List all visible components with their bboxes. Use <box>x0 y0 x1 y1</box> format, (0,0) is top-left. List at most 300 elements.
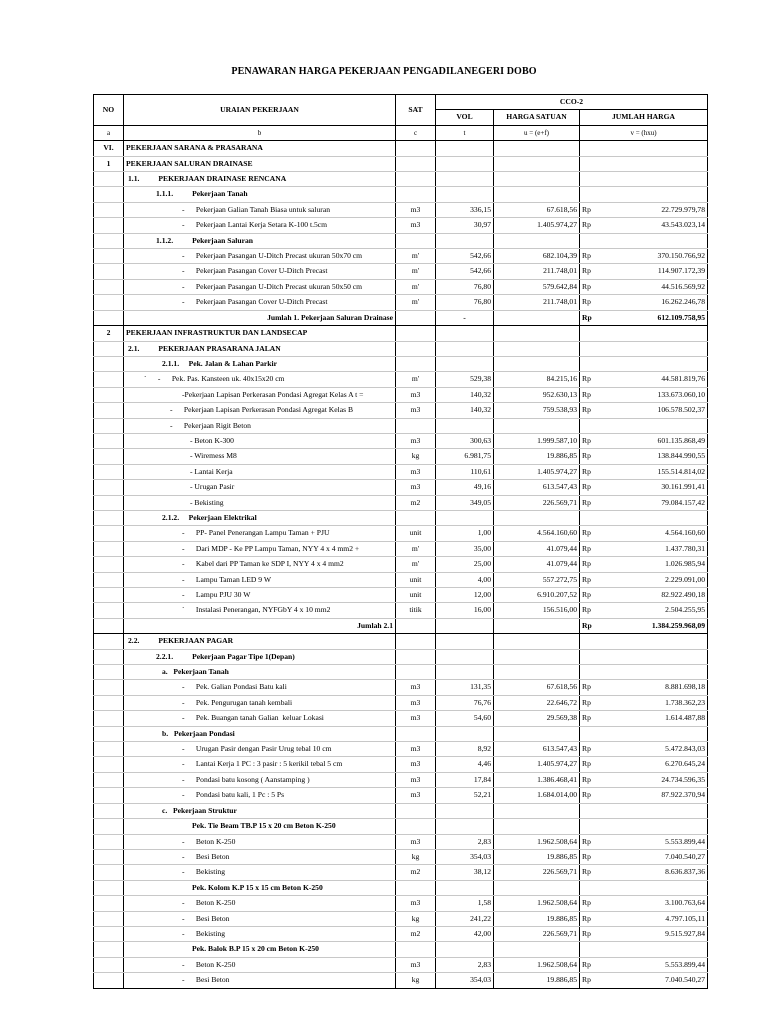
row-total-price <box>602 233 708 248</box>
row-description: Pek. Kolom K.P 15 x 15 cm Beton K-250 <box>124 880 396 895</box>
row-total-price: 1.437.780,31 <box>602 541 708 556</box>
row-volume <box>436 187 494 202</box>
row-volume: 241,22 <box>436 911 494 926</box>
row-unit <box>396 418 436 433</box>
row-volume: 529,38 <box>436 372 494 387</box>
row-unit-price: 1.684.014,00 <box>494 788 580 803</box>
header-cco: CCO-2 <box>436 95 708 110</box>
table-row <box>94 387 708 402</box>
table-row <box>94 233 708 248</box>
row-currency <box>580 880 602 895</box>
table-row <box>94 433 708 448</box>
row-description: Pek. Tie Beam TB.P 15 x 20 cm Beton K-250 <box>124 819 396 834</box>
row-no <box>94 957 124 972</box>
row-unit <box>396 634 436 649</box>
row-unit-price: 19.886,85 <box>494 973 580 988</box>
row-no <box>94 649 124 664</box>
row-total-price: 138.844.990,55 <box>602 449 708 464</box>
row-currency <box>580 726 602 741</box>
row-no <box>94 634 124 649</box>
row-total-price <box>602 141 708 156</box>
row-currency <box>580 141 602 156</box>
row-total-price <box>602 341 708 356</box>
row-unit <box>396 156 436 171</box>
row-unit: m3 <box>396 742 436 757</box>
row-no <box>94 356 124 371</box>
table-row <box>94 588 708 603</box>
row-unit <box>396 665 436 680</box>
row-volume: 336,15 <box>436 202 494 217</box>
table-row <box>94 957 708 972</box>
row-unit-price: 226.569,71 <box>494 865 580 880</box>
row-no <box>94 803 124 818</box>
row-unit-price: 19.886,85 <box>494 449 580 464</box>
row-volume: 140,32 <box>436 387 494 402</box>
row-total-price: 4.564.160,60 <box>602 526 708 541</box>
row-no <box>94 526 124 541</box>
row-unit <box>396 942 436 957</box>
row-no <box>94 249 124 264</box>
row-description: 1.1. PEKERJAAN DRAINASE RENCANA <box>124 172 396 187</box>
row-currency: Rp <box>580 480 602 495</box>
table-header <box>94 95 708 141</box>
header-no: NO <box>94 95 124 126</box>
row-currency <box>580 634 602 649</box>
row-unit <box>396 310 436 325</box>
row-description: b. Pekerjaan Pondasi <box>124 726 396 741</box>
row-unit-price: 557.272,75 <box>494 572 580 587</box>
row-currency <box>580 326 602 341</box>
row-unit: kg <box>396 973 436 988</box>
row-description: 1.1.2. Pekerjaan Saluran <box>124 233 396 248</box>
row-unit-price: 226.569,71 <box>494 926 580 941</box>
row-unit-price: 1.962.508,64 <box>494 957 580 972</box>
document-title: PENAWARAN HARGA PEKERJAAN PENGADILANEGERI DOBO <box>231 66 537 77</box>
row-total-price: 3.100.763,64 <box>602 896 708 911</box>
row-total-price: 155.514.814,02 <box>602 464 708 479</box>
row-volume: 6.981,75 <box>436 449 494 464</box>
row-currency: Rp <box>580 249 602 264</box>
row-unit-price: 1.999.587,10 <box>494 433 580 448</box>
row-volume: 349,05 <box>436 495 494 510</box>
row-total-price <box>602 665 708 680</box>
row-unit-price: 29.569,38 <box>494 711 580 726</box>
row-no <box>94 880 124 895</box>
row-unit: m' <box>396 279 436 294</box>
row-description: - Lampu PJU 30 W <box>124 588 396 603</box>
row-unit-price: 1.386.468,41 <box>494 772 580 787</box>
row-total-price: 6.270.645,24 <box>602 757 708 772</box>
row-no <box>94 433 124 448</box>
table-row <box>94 803 708 818</box>
row-unit-price <box>494 634 580 649</box>
header-letters <box>94 125 708 140</box>
row-unit-price <box>494 341 580 356</box>
row-currency: Rp <box>580 295 602 310</box>
row-no <box>94 172 124 187</box>
row-description: ` Instalasi Penerangan, NYFGbY 4 x 10 mm2 <box>124 603 396 618</box>
table-row <box>94 526 708 541</box>
row-no <box>94 495 124 510</box>
row-unit-price <box>494 310 580 325</box>
row-unit: m' <box>396 557 436 572</box>
row-unit-price: 67.618,56 <box>494 680 580 695</box>
header-jumlah: JUMLAH HARGA <box>580 110 708 125</box>
row-no <box>94 588 124 603</box>
table-row <box>94 418 708 433</box>
row-volume <box>436 418 494 433</box>
row-currency: Rp <box>580 742 602 757</box>
row-volume <box>436 356 494 371</box>
table-row <box>94 572 708 587</box>
row-volume: 542,66 <box>436 249 494 264</box>
row-description: - Pondasi batu kosong ( Aanstamping ) <box>124 772 396 787</box>
row-unit: kg <box>396 911 436 926</box>
row-no <box>94 834 124 849</box>
table-row <box>94 403 708 418</box>
row-no <box>94 310 124 325</box>
row-unit: m3 <box>396 464 436 479</box>
row-currency <box>580 418 602 433</box>
row-description: 2.2.1. Pekerjaan Pagar Tipe 1(Depan) <box>124 649 396 664</box>
row-total-price <box>602 510 708 525</box>
row-unit-price: 613.547,43 <box>494 480 580 495</box>
row-total-price <box>602 942 708 957</box>
row-no <box>94 911 124 926</box>
row-total-price: 9.515.927,84 <box>602 926 708 941</box>
row-total-price: 114.907.172,39 <box>602 264 708 279</box>
row-volume <box>436 156 494 171</box>
row-unit: m3 <box>396 772 436 787</box>
row-unit-price: 156.516,00 <box>494 603 580 618</box>
row-description: -Pekerjaan Lapisan Perkerasan Pondasi Agregat Kelas A t = <box>124 387 396 402</box>
letter-c: c <box>396 125 436 140</box>
row-no: VI. <box>94 141 124 156</box>
row-description: - Pekerjaan Pasangan Cover U-Ditch Precast <box>124 264 396 279</box>
row-currency: Rp <box>580 279 602 294</box>
row-unit <box>396 141 436 156</box>
row-no <box>94 279 124 294</box>
row-volume: 2,83 <box>436 957 494 972</box>
row-description: - Pekerjaan Lapisan Perkerasan Pondasi Agregat Kelas B <box>124 403 396 418</box>
row-total-price: 133.673.060,10 <box>602 387 708 402</box>
table-row <box>94 973 708 988</box>
table-row <box>94 202 708 217</box>
row-total-price: 1.026.985,94 <box>602 557 708 572</box>
row-volume: 52,21 <box>436 788 494 803</box>
row-description: 1.1.1. Pekerjaan Tanah <box>124 187 396 202</box>
row-unit-price <box>494 418 580 433</box>
row-unit: m2 <box>396 495 436 510</box>
row-description: 2.1. PEKERJAAN PRASARANA JALAN <box>124 341 396 356</box>
row-currency: Rp <box>580 711 602 726</box>
row-unit: m3 <box>396 202 436 217</box>
row-description: - Pekerjaan Lantai Kerja Setara K-100 t.5cm <box>124 218 396 233</box>
row-volume: 38,12 <box>436 865 494 880</box>
table-row <box>94 711 708 726</box>
row-description: - Pekerjaan Pasangan U-Ditch Precast ukuran 50x70 cm <box>124 249 396 264</box>
row-volume <box>436 172 494 187</box>
row-description: PEKERJAAN INFRASTRUKTUR DAN LANDSECAP <box>124 326 396 341</box>
row-currency: Rp <box>580 464 602 479</box>
row-unit <box>396 510 436 525</box>
row-unit <box>396 326 436 341</box>
row-currency: Rp <box>580 310 602 325</box>
row-unit-price <box>494 819 580 834</box>
row-description: - Urugan Pasir dengan Pasir Urug tebal 10 cm <box>124 742 396 757</box>
row-description: 2.2. PEKERJAAN PAGAR <box>124 634 396 649</box>
table-row <box>94 480 708 495</box>
row-currency <box>580 187 602 202</box>
row-description: 2.1.2. Pekerjaan Elektrikal <box>124 510 396 525</box>
row-total-price: 7.040.540,27 <box>602 849 708 864</box>
row-unit-price: 4.564.160,60 <box>494 526 580 541</box>
row-description: - Lantai Kerja <box>124 464 396 479</box>
table-row <box>94 187 708 202</box>
row-unit <box>396 172 436 187</box>
row-unit-price <box>494 726 580 741</box>
header-uraian: URAIAN PEKERJAAN <box>124 95 396 126</box>
row-currency <box>580 942 602 957</box>
row-description: - Beton K-250 <box>124 896 396 911</box>
row-unit <box>396 187 436 202</box>
row-no <box>94 187 124 202</box>
table-row <box>94 264 708 279</box>
row-unit-price <box>494 880 580 895</box>
row-unit: m3 <box>396 695 436 710</box>
row-volume: 76,80 <box>436 279 494 294</box>
row-no <box>94 572 124 587</box>
row-unit: m' <box>396 249 436 264</box>
table-row <box>94 896 708 911</box>
row-no <box>94 680 124 695</box>
row-currency: Rp <box>580 603 602 618</box>
row-volume: 12,00 <box>436 588 494 603</box>
table-row <box>94 249 708 264</box>
row-volume <box>436 510 494 525</box>
row-volume: 17,84 <box>436 772 494 787</box>
row-unit-price: 759.538,93 <box>494 403 580 418</box>
row-description: - Besi Beton <box>124 973 396 988</box>
row-currency: Rp <box>580 865 602 880</box>
row-unit-price: 1.405.974,27 <box>494 757 580 772</box>
row-volume <box>436 803 494 818</box>
row-currency <box>580 172 602 187</box>
row-total-price <box>602 819 708 834</box>
row-unit: unit <box>396 588 436 603</box>
letter-a: a <box>94 125 124 140</box>
letter-t: t <box>436 125 494 140</box>
row-unit: titik <box>396 603 436 618</box>
row-no <box>94 726 124 741</box>
table-row <box>94 464 708 479</box>
row-no <box>94 757 124 772</box>
row-currency <box>580 510 602 525</box>
row-unit: m3 <box>396 218 436 233</box>
row-volume: 76,76 <box>436 695 494 710</box>
row-volume: 4,46 <box>436 757 494 772</box>
row-unit <box>396 803 436 818</box>
row-currency <box>580 665 602 680</box>
row-description: - Pek. Pengurugan tanah kembali <box>124 695 396 710</box>
row-total-price: 44.581.819,76 <box>602 372 708 387</box>
row-no <box>94 695 124 710</box>
row-total-price: 43.543.023,14 <box>602 218 708 233</box>
row-currency <box>580 156 602 171</box>
row-no <box>94 341 124 356</box>
row-description: a. Pekerjaan Tanah <box>124 665 396 680</box>
table-row <box>94 341 708 356</box>
table-row <box>94 495 708 510</box>
row-total-price <box>602 356 708 371</box>
row-unit: m3 <box>396 480 436 495</box>
row-no <box>94 603 124 618</box>
price-table <box>93 94 708 989</box>
row-description: - Bekisting <box>124 495 396 510</box>
table-row <box>94 865 708 880</box>
row-currency <box>580 233 602 248</box>
row-unit-price <box>494 942 580 957</box>
row-total-price <box>602 156 708 171</box>
row-description: Jumlah 2.1 <box>124 618 396 633</box>
row-no <box>94 865 124 880</box>
row-currency: Rp <box>580 572 602 587</box>
row-total-price <box>602 649 708 664</box>
row-description: - Bekisting <box>124 926 396 941</box>
row-volume <box>436 341 494 356</box>
row-unit <box>396 618 436 633</box>
letter-v: v = (hxu) <box>580 125 708 140</box>
row-total-price: 8.636.837,36 <box>602 865 708 880</box>
table-row <box>94 680 708 695</box>
row-currency: Rp <box>580 618 602 633</box>
row-volume <box>436 726 494 741</box>
row-description: - Pek. Buangan tanah Galian keluar Lokasi <box>124 711 396 726</box>
row-unit: unit <box>396 572 436 587</box>
row-no <box>94 926 124 941</box>
row-unit: m2 <box>396 865 436 880</box>
row-no <box>94 557 124 572</box>
row-currency <box>580 341 602 356</box>
row-volume <box>436 233 494 248</box>
row-volume <box>436 618 494 633</box>
row-volume: 25,00 <box>436 557 494 572</box>
row-unit: m3 <box>396 403 436 418</box>
row-unit-price: 41.079,44 <box>494 541 580 556</box>
table-row <box>94 849 708 864</box>
row-unit <box>396 233 436 248</box>
row-volume: 131,35 <box>436 680 494 695</box>
row-total-price <box>602 187 708 202</box>
row-unit: kg <box>396 849 436 864</box>
row-volume <box>436 634 494 649</box>
row-currency: Rp <box>580 788 602 803</box>
row-total-price <box>602 326 708 341</box>
row-currency: Rp <box>580 264 602 279</box>
row-total-price <box>602 634 708 649</box>
row-unit-price <box>494 172 580 187</box>
row-total-price: 1.384.259.968,09 <box>602 618 708 633</box>
row-unit-price: 1.405.974,27 <box>494 464 580 479</box>
row-currency: Rp <box>580 541 602 556</box>
row-volume <box>436 942 494 957</box>
row-no <box>94 973 124 988</box>
row-unit-price: 67.618,56 <box>494 202 580 217</box>
row-currency: Rp <box>580 957 602 972</box>
row-unit-price: 1.962.508,64 <box>494 834 580 849</box>
table-row <box>94 557 708 572</box>
row-no <box>94 541 124 556</box>
row-total-price <box>602 880 708 895</box>
table-row <box>94 326 708 341</box>
row-unit-price <box>494 156 580 171</box>
row-no <box>94 202 124 217</box>
row-currency: Rp <box>580 896 602 911</box>
table-row <box>94 942 708 957</box>
row-unit: unit <box>396 526 436 541</box>
row-currency: Rp <box>580 433 602 448</box>
row-unit: m' <box>396 295 436 310</box>
row-unit: m3 <box>396 834 436 849</box>
row-volume: 16,00 <box>436 603 494 618</box>
row-total-price <box>602 726 708 741</box>
row-total-price: 2.504.255,95 <box>602 603 708 618</box>
row-total-price: 44.516.569,92 <box>602 279 708 294</box>
row-volume: 1,00 <box>436 526 494 541</box>
row-no <box>94 942 124 957</box>
table-row <box>94 510 708 525</box>
subtotal-row <box>94 618 708 633</box>
row-description: 2.1.1. Pek. Jalan & Lahan Parkir <box>124 356 396 371</box>
row-currency: Rp <box>580 772 602 787</box>
row-no <box>94 387 124 402</box>
row-unit-price <box>494 665 580 680</box>
row-currency: Rp <box>580 387 602 402</box>
table-row <box>94 757 708 772</box>
row-unit-price <box>494 187 580 202</box>
row-unit <box>396 819 436 834</box>
row-volume: 2,83 <box>436 834 494 849</box>
row-description: - Beton K-300 <box>124 433 396 448</box>
row-volume: 4,00 <box>436 572 494 587</box>
row-description: - Dari MDP - Ke PP Lampu Taman, NYY 4 x 4 mm2 + <box>124 541 396 556</box>
row-description: ` - Pek. Pas. Kansteen uk. 40x15x20 cm <box>124 372 396 387</box>
row-currency: Rp <box>580 849 602 864</box>
header-vol: VOL <box>436 110 494 125</box>
table-row <box>94 356 708 371</box>
row-total-price: 370.150.766,92 <box>602 249 708 264</box>
row-no <box>94 464 124 479</box>
row-total-price: 7.040.540,27 <box>602 973 708 988</box>
row-unit <box>396 649 436 664</box>
row-unit-price: 613.547,43 <box>494 742 580 757</box>
table-row <box>94 156 708 171</box>
row-volume <box>436 665 494 680</box>
row-volume: 354,03 <box>436 849 494 864</box>
row-currency <box>580 356 602 371</box>
row-no <box>94 295 124 310</box>
row-total-price: 5.472.843,03 <box>602 742 708 757</box>
row-unit: m' <box>396 541 436 556</box>
row-total-price: 79.084.157,42 <box>602 495 708 510</box>
row-volume: 300,63 <box>436 433 494 448</box>
table-row <box>94 372 708 387</box>
row-description: - Besi Beton <box>124 849 396 864</box>
table-row <box>94 880 708 895</box>
row-unit-price: 226.569,71 <box>494 495 580 510</box>
row-volume: 140,32 <box>436 403 494 418</box>
table-row <box>94 634 708 649</box>
